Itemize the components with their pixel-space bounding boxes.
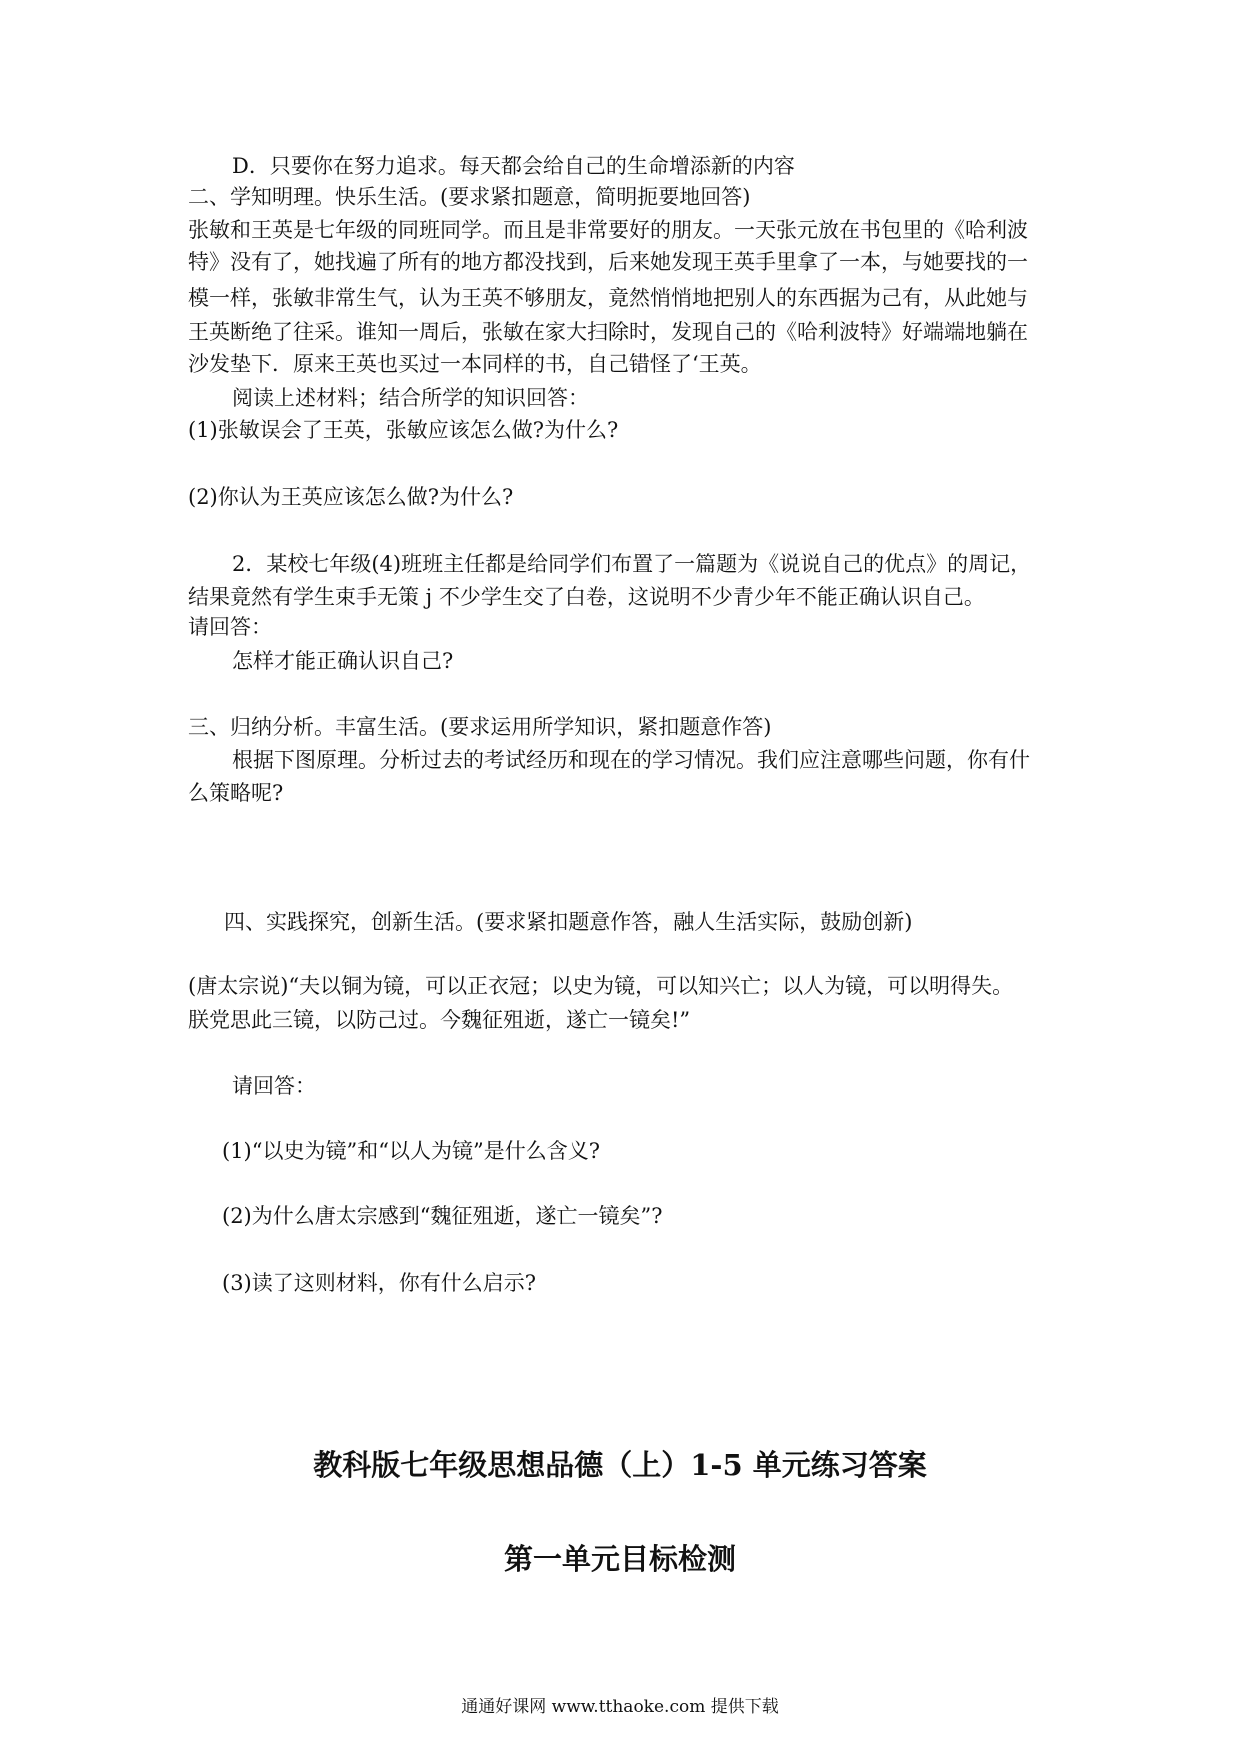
section-two-heading: 二、学知明理。快乐生活。(要求紧扣题意，简明扼要地回答)	[188, 185, 751, 209]
section-three-line-1: 根据下图原理。分析过去的考试经历和现在的学习情况。我们应注意哪些问题，你有什	[232, 748, 1030, 772]
please-answer-label-2: 请回答：	[232, 1074, 316, 1098]
sub-question-2: (2)为什么唐太宗感到“魏征殂逝，遂亡一镜矣”?	[222, 1204, 663, 1228]
question-1: (1)张敏误会了王英，张敏应该怎么做?为什么?	[188, 418, 619, 442]
answer-key-title: 教科版七年级思想品德（上）1-5 单元练习答案	[313, 1448, 927, 1482]
question-2-prompt-line-2: 结果竟然有学生束手无策 j 不少学生交了白卷，这说明不少青少年不能正确认识自己。	[188, 585, 985, 609]
quote-line-1: (唐太宗说)“夫以铜为镜，可以正衣冠；以史为镜，可以知兴亡；以人为镜，可以明得失。	[188, 974, 1014, 998]
sub-question-1: (1)“以史为镜”和“以人为镜”是什么含义?	[222, 1139, 600, 1163]
read-instruction: 阅读上述材料；结合所学的知识回答：	[232, 386, 589, 410]
question-2: (2)你认为王英应该怎么做?为什么?	[188, 485, 514, 509]
material-line-4: 王英断绝了往采。谁知一周后，张敏在家大扫除时，发现自己的《哈利波特》好端端地躺在	[188, 320, 1028, 344]
material-line-2: 特》没有了，她找遍了所有的地方都没找到，后来她发现王英手里拿了一本，与她要找的一	[188, 250, 1028, 274]
option-d-line: D．只要你在努力追求。每天都会给自己的生命增添新的内容	[232, 154, 795, 178]
material-line-1: 张敏和王英是七年级的同班同学。而且是非常要好的朋友。一天张元放在书包里的《哈利波	[188, 218, 1028, 242]
section-four-heading: 四、实践探究，创新生活。(要求紧扣题意作答，融人生活实际，鼓励创新)	[224, 910, 913, 934]
question-2-ask: 怎样才能正确认识自己?	[232, 649, 454, 673]
download-footer: 通通好课网 www.tthaoke.com 提供下载	[461, 1697, 779, 1717]
quote-line-2: 朕党思此三镜，以防己过。今魏征殂逝，遂亡一镜矣!”	[188, 1008, 691, 1032]
material-line-5: 沙发垫下．原来王英也买过一本同样的书，自己错怪了‘王英。	[188, 352, 762, 376]
sub-question-3: (3)读了这则材料，你有什么启示?	[222, 1271, 537, 1295]
material-line-3: 模一样，张敏非常生气，认为王英不够朋友，竟然悄悄地把别人的东西据为己有，从此她与	[188, 286, 1028, 310]
section-three-heading: 三、归纳分析。丰富生活。(要求运用所学知识，紧扣题意作答)	[188, 715, 772, 739]
question-2-prompt-line-1: 2．某校七年级(4)班班主任都是给同学们布置了一篇题为《说说自己的优点》的周记，	[232, 552, 1032, 576]
unit-one-title: 第一单元目标检测	[503, 1542, 736, 1576]
please-answer-label: 请回答：	[188, 615, 272, 639]
section-three-line-2: 么策略呢?	[188, 781, 284, 805]
